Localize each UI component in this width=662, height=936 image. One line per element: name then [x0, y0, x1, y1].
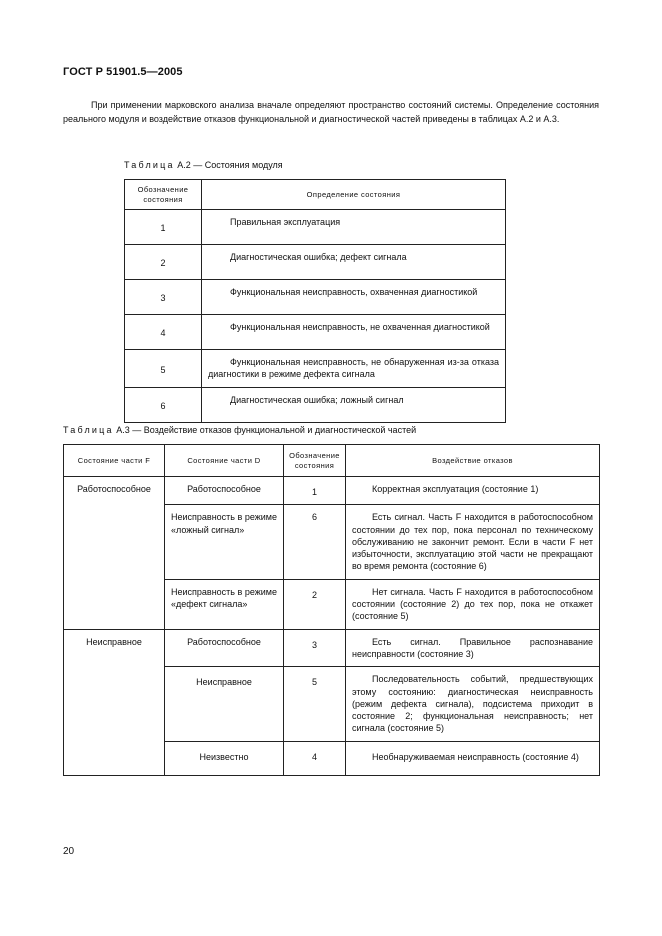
part-d-state: Неизвестно [165, 741, 284, 775]
state-definition: Правильная эксплуатация [230, 217, 341, 227]
table-a2 [124, 179, 506, 423]
state-definition: Функциональная неисправность, не охваченная диагностикой [230, 322, 490, 332]
state-code: 2 [125, 245, 202, 280]
failure-effect: Последовательность событий, предшествующих этому состоянию: диагностическая неисправность (режим дефекта сигнала), подсистема приходит в состояние 2; функциональная неисправность; нет сигнала (состояние 5) [346, 667, 600, 741]
state-code: 3 [125, 280, 202, 315]
table-a3-caption-text: А.3 — Воздействие отказов функциональной и диагностической частей [116, 425, 417, 435]
part-d-state: Работоспособное [165, 629, 284, 667]
state-code: 2 [284, 579, 346, 629]
table-row [64, 629, 600, 667]
table-a2-caption-text: А.2 — Состояния модуля [177, 160, 283, 170]
state-code: 1 [125, 210, 202, 245]
table-a2-caption-prefix: Таблица [124, 160, 175, 170]
state-definition: Диагностическая ошибка; ложный сигнал [230, 394, 404, 405]
part-d-state: Неисправность в режиме «ложный сигнал» [165, 505, 284, 579]
part-d-state: Неисправное [165, 667, 284, 741]
failure-effect: Необнаруживаемая неисправность (состояние 4) [346, 741, 600, 775]
table-row [64, 477, 600, 505]
table-a3-header-f: Состояние части F [64, 445, 165, 477]
state-code: 4 [284, 741, 346, 775]
table-row [125, 280, 506, 315]
state-code: 6 [125, 387, 202, 422]
document-header: ГОСТ Р 51901.5—2005 [63, 66, 183, 78]
table-a3 [63, 444, 600, 776]
state-definition: Функциональная неисправность, охваченная диагностикой [230, 287, 478, 297]
part-d-state: Работоспособное [165, 477, 284, 505]
table-row [125, 350, 506, 388]
state-code: 5 [284, 667, 346, 741]
table-row [125, 315, 506, 350]
state-code: 5 [125, 350, 202, 388]
failure-effect: Нет сигнала. Часть F находится в работоспособном состоянии (состояние 2) до тех пор, пока не откажет (состояние 5) [346, 579, 600, 629]
part-f-state: Работоспособное [64, 477, 165, 630]
intro-paragraph [63, 98, 599, 126]
table-a2-header-code: Обозначение состояния [125, 180, 202, 210]
state-code: 4 [125, 315, 202, 350]
table-a3-header-d: Состояние части D [165, 445, 284, 477]
state-code: 1 [284, 477, 346, 505]
failure-effect: Корректная эксплуатация (состояние 1) [346, 477, 600, 505]
table-a3-header-effect: Воздействие отказов [346, 445, 600, 477]
table-a3-caption-prefix: Таблица [63, 425, 114, 435]
table-row [125, 245, 506, 280]
table-a2-caption [124, 160, 283, 170]
table-row [125, 387, 506, 422]
part-d-state: Неисправность в режиме «дефект сигнала» [165, 579, 284, 629]
state-code: 6 [284, 505, 346, 579]
table-a3-header-code: Обозначение состояния [284, 445, 346, 477]
table-row [125, 210, 506, 245]
table-a3-caption [63, 425, 416, 435]
failure-effect: Есть сигнал. Часть F находится в работоспособном состоянии до тех пор, пока персонал по техническому обслуживанию не закончит ремонт. Если в части F нет избыточности, эксплуатацию этой части не прекращают во время ремонта (состояние 6) [346, 505, 600, 579]
state-definition: Функциональная неисправность, не обнаруженная из-за отказа диагностики в режиме дефекта сигнала [208, 357, 499, 380]
failure-effect: Есть сигнал. Правильное распознавание неисправности (состояние 3) [346, 629, 600, 667]
intro-text: При применении марковского анализа вначале определяют пространство состояний системы. Определение состояния реального модуля и воздействие отказов функциональной и диагностической частей приведены в таблицах А.2 и А.3. [63, 100, 599, 124]
page-number: 20 [63, 846, 75, 857]
part-f-state: Неисправное [64, 629, 165, 775]
state-definition: Диагностическая ошибка; дефект сигнала [230, 252, 407, 262]
table-a2-header-def: Определение состояния [202, 180, 506, 210]
state-code: 3 [284, 629, 346, 667]
